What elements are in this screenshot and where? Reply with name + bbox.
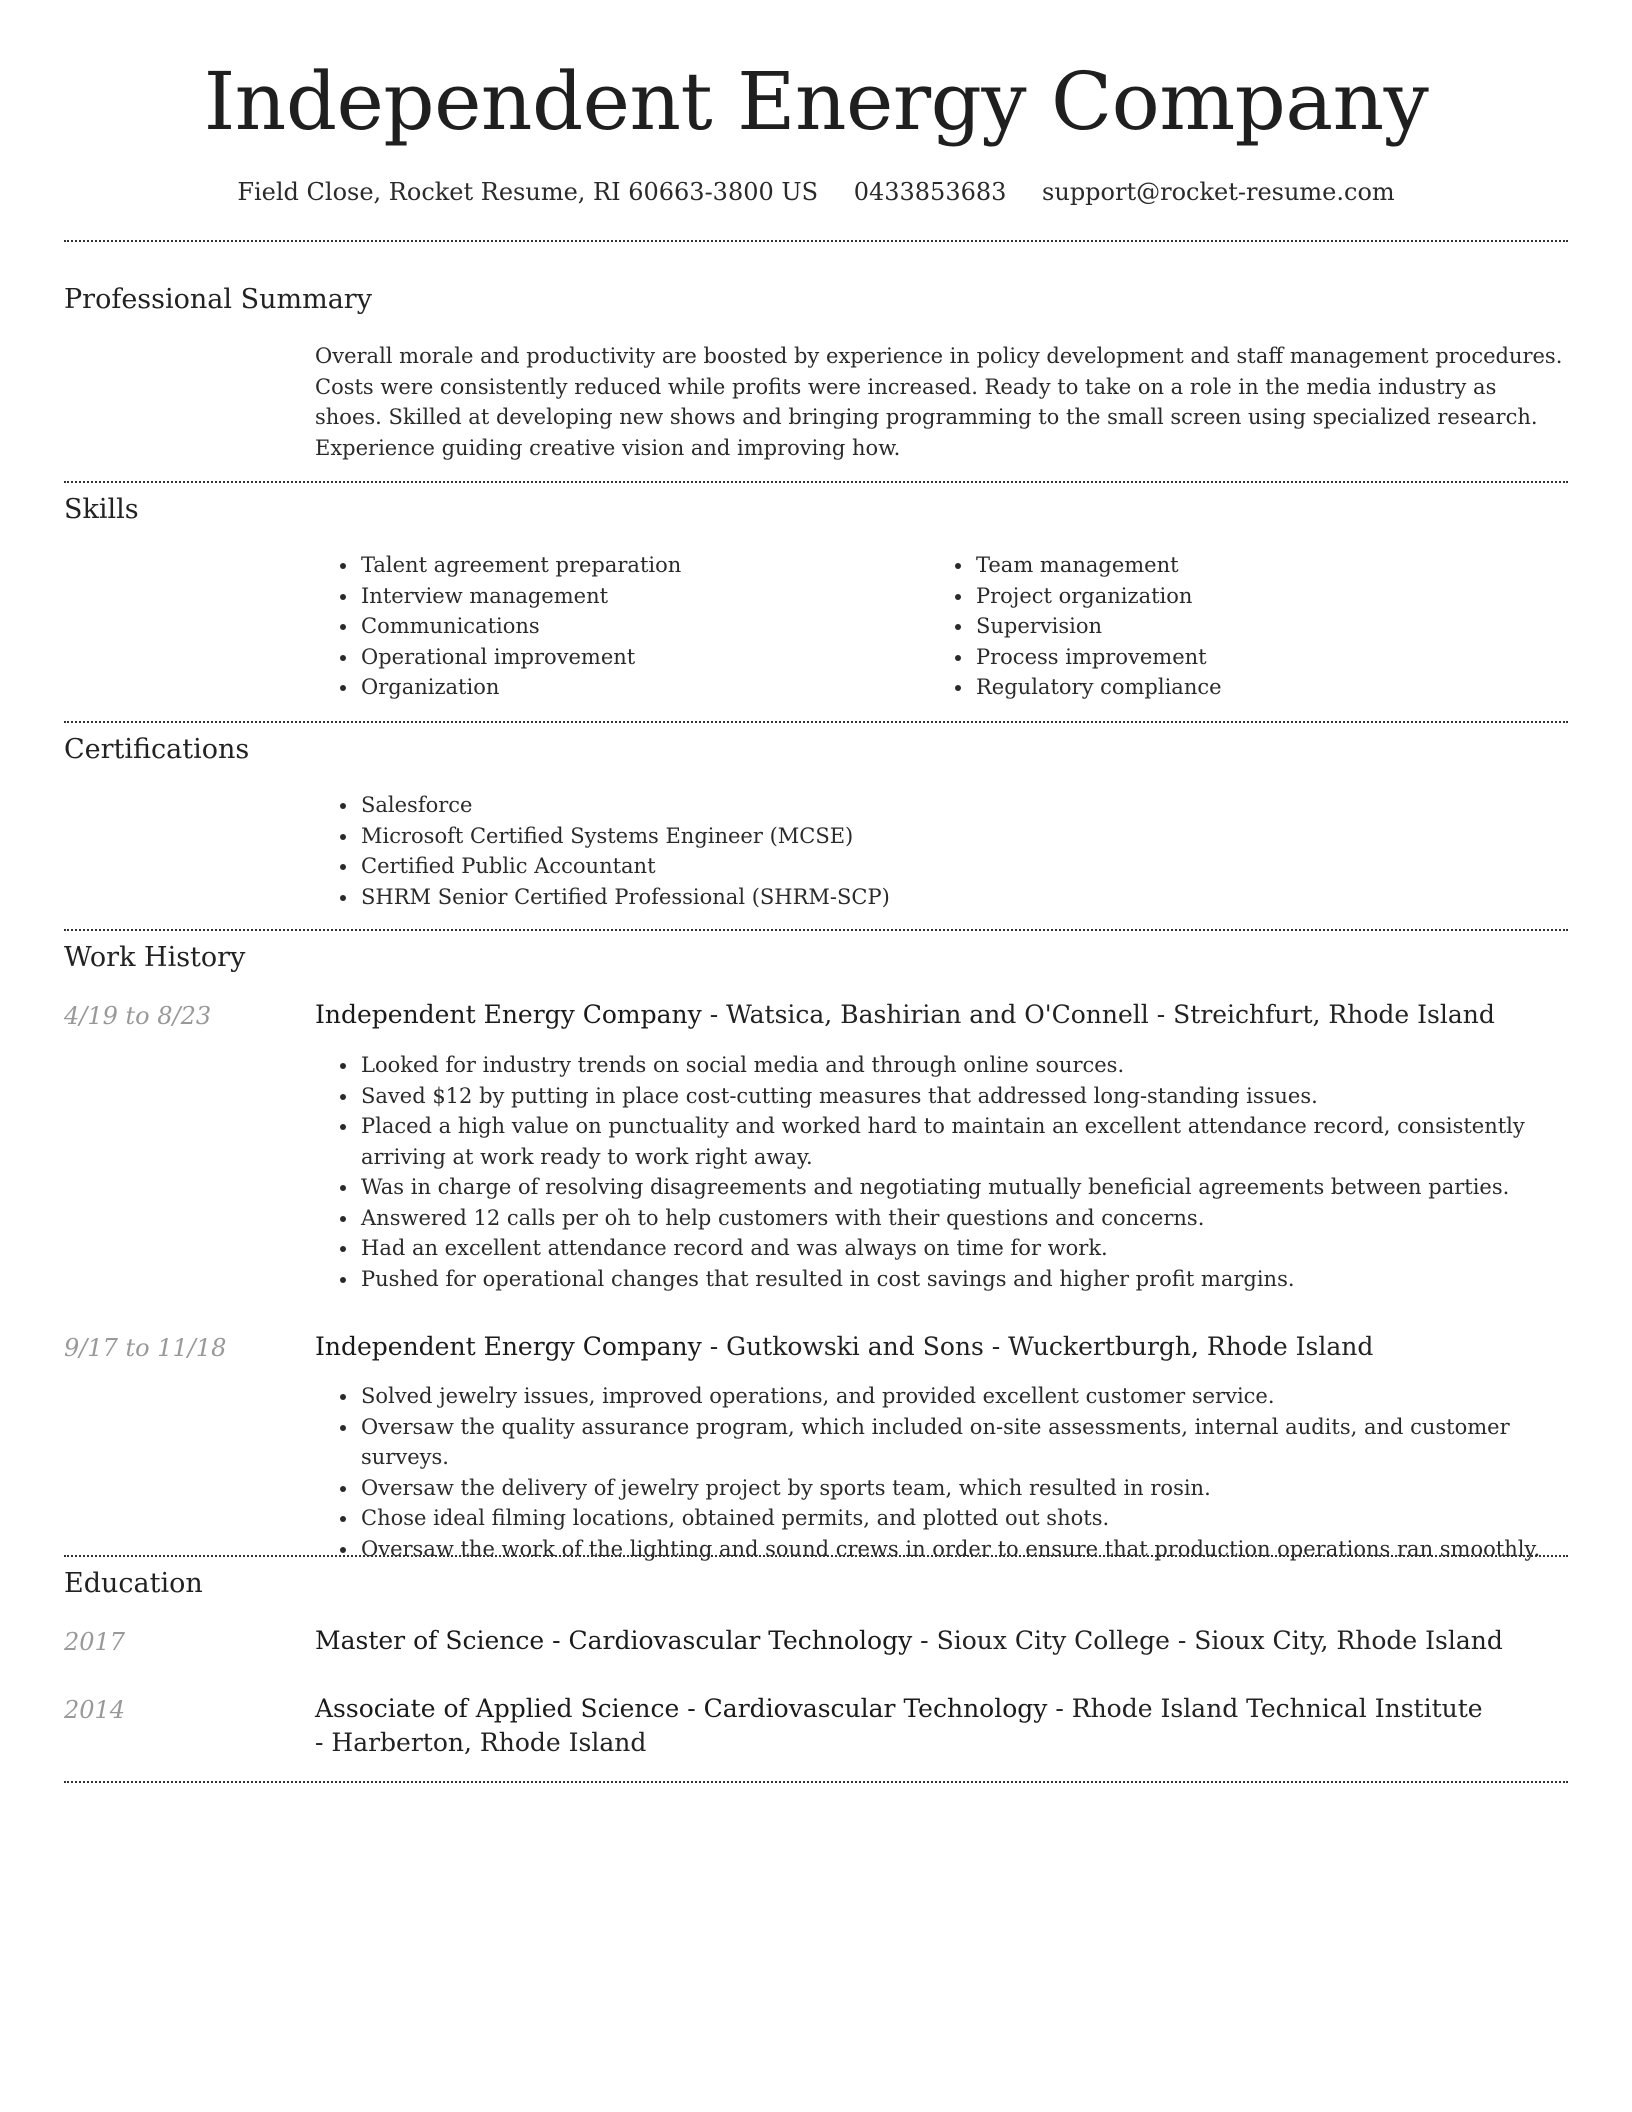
- list-item: • Operational improvement: [359, 642, 919, 673]
- divider: [64, 240, 1568, 242]
- education-entry: [315, 1624, 1565, 1658]
- list-item: • Microsoft Certified Systems Engineer (MCSE): [359, 821, 1559, 852]
- list-item: • Saved $12 by putting in place cost-cutting measures that addressed long-standing issues.: [359, 1081, 1594, 1112]
- section-title-work: Work History: [64, 942, 246, 973]
- list-item: • Regulatory compliance: [974, 672, 1574, 703]
- divider: [64, 1781, 1568, 1783]
- job-company: Independent Energy Company: [315, 1000, 702, 1029]
- contact-phone: 0433853683: [853, 178, 1007, 206]
- contact-line: [0, 176, 1632, 208]
- list-item: • Answered 12 calls per oh to help customers with their questions and concerns.: [359, 1203, 1594, 1234]
- section-title-certifications: Certifications: [64, 734, 250, 765]
- education-year: 2014: [64, 1696, 126, 1724]
- section-title-education: Education: [64, 1568, 203, 1599]
- list-item: • Process improvement: [974, 642, 1574, 673]
- job-company: Independent Energy Company: [315, 1332, 702, 1361]
- summary-text: Overall morale and productivity are boosted by experience in policy development and staff management procedures. Costs were consistently reduced while profits were increased. Ready to take on a role in the media industry as shoes. Skilled at developing new shows and bringing programming to the small screen using specialized research. Experience guiding creative vision and improving how.: [315, 344, 1563, 460]
- list-item: • SHRM Senior Certified Professional (SHRM-SCP): [359, 882, 1559, 913]
- education-school: - Rhode Island Technical Institute - Harberton, Rhode Island: [315, 1694, 1483, 1757]
- list-item: • Looked for industry trends on social media and through online sources.: [359, 1050, 1594, 1081]
- job-dates: 4/19 to 8/23: [64, 1002, 212, 1030]
- list-item: • Was in charge of resolving disagreements and negotiating mutually beneficial agreements between parties.: [359, 1172, 1594, 1203]
- list-item: • Interview management: [359, 581, 919, 612]
- job-employer-location: - Watsica, Bashirian and O'Connell - Streichfurt, Rhode Island: [701, 1000, 1495, 1029]
- education-degree: Associate of Applied Science - Cardiovascular Technology: [315, 1694, 1048, 1723]
- list-item: • Oversaw the quality assurance program, which included on-site assessments, internal audits, and customer surveys.: [359, 1412, 1594, 1473]
- list-item: • Salesforce: [359, 790, 1559, 821]
- certifications-list: [315, 790, 1559, 912]
- list-item: • Talent agreement preparation: [359, 550, 919, 581]
- resume-header: [0, 0, 1632, 208]
- job-title: [315, 998, 1565, 1032]
- section-title-skills: Skills: [64, 494, 139, 525]
- divider: [64, 721, 1568, 723]
- contact-address: Field Close, Rocket Resume, RI 60663-3800 US: [237, 178, 819, 206]
- job-title: [315, 1330, 1565, 1364]
- list-item: • Oversaw the delivery of jewelry project by sports team, which resulted in rosin.: [359, 1473, 1594, 1504]
- candidate-name: Independent Energy Company: [203, 55, 1429, 148]
- list-item: • Solved jewelry issues, improved operations, and provided excellent customer service.: [359, 1381, 1594, 1412]
- job-employer-location: - Gutkowski and Sons - Wuckertburgh, Rhode Island: [701, 1332, 1374, 1361]
- skills-list-left: [315, 550, 919, 703]
- job-bullets: [315, 1381, 1594, 1564]
- divider: [64, 929, 1568, 931]
- education-school: - Sioux City College - Sioux City, Rhode Island: [912, 1626, 1503, 1655]
- job-dates: 9/17 to 11/18: [64, 1334, 227, 1362]
- list-item: • Had an excellent attendance record and was always on time for work.: [359, 1233, 1594, 1264]
- list-item: • Chose ideal filming locations, obtained permits, and plotted out shots.: [359, 1503, 1594, 1534]
- list-item: • Placed a high value on punctuality and worked hard to maintain an excellent attendance record, consistently arriving at work ready to work right away.: [359, 1111, 1594, 1172]
- divider: [64, 1555, 1568, 1557]
- skills-list-right: [930, 550, 1574, 703]
- education-entry: [315, 1692, 1495, 1760]
- list-item: • Team management: [974, 550, 1574, 581]
- list-item: • Supervision: [974, 611, 1574, 642]
- list-item: • Organization: [359, 672, 919, 703]
- contact-email: support@rocket-resume.com: [1042, 178, 1395, 206]
- education-degree: Master of Science - Cardiovascular Technology: [315, 1626, 913, 1655]
- section-title-summary: Professional Summary: [64, 284, 372, 315]
- list-item: • Project organization: [974, 581, 1574, 612]
- list-item: • Oversaw the work of the lighting and sound crews in order to ensure that production operations ran smoothly.: [359, 1534, 1594, 1565]
- education-year: 2017: [64, 1628, 126, 1656]
- divider: [64, 481, 1568, 483]
- job-bullets: [315, 1050, 1594, 1294]
- list-item: • Pushed for operational changes that resulted in cost savings and higher profit margins.: [359, 1264, 1594, 1295]
- list-item: • Certified Public Accountant: [359, 851, 1559, 882]
- list-item: • Communications: [359, 611, 919, 642]
